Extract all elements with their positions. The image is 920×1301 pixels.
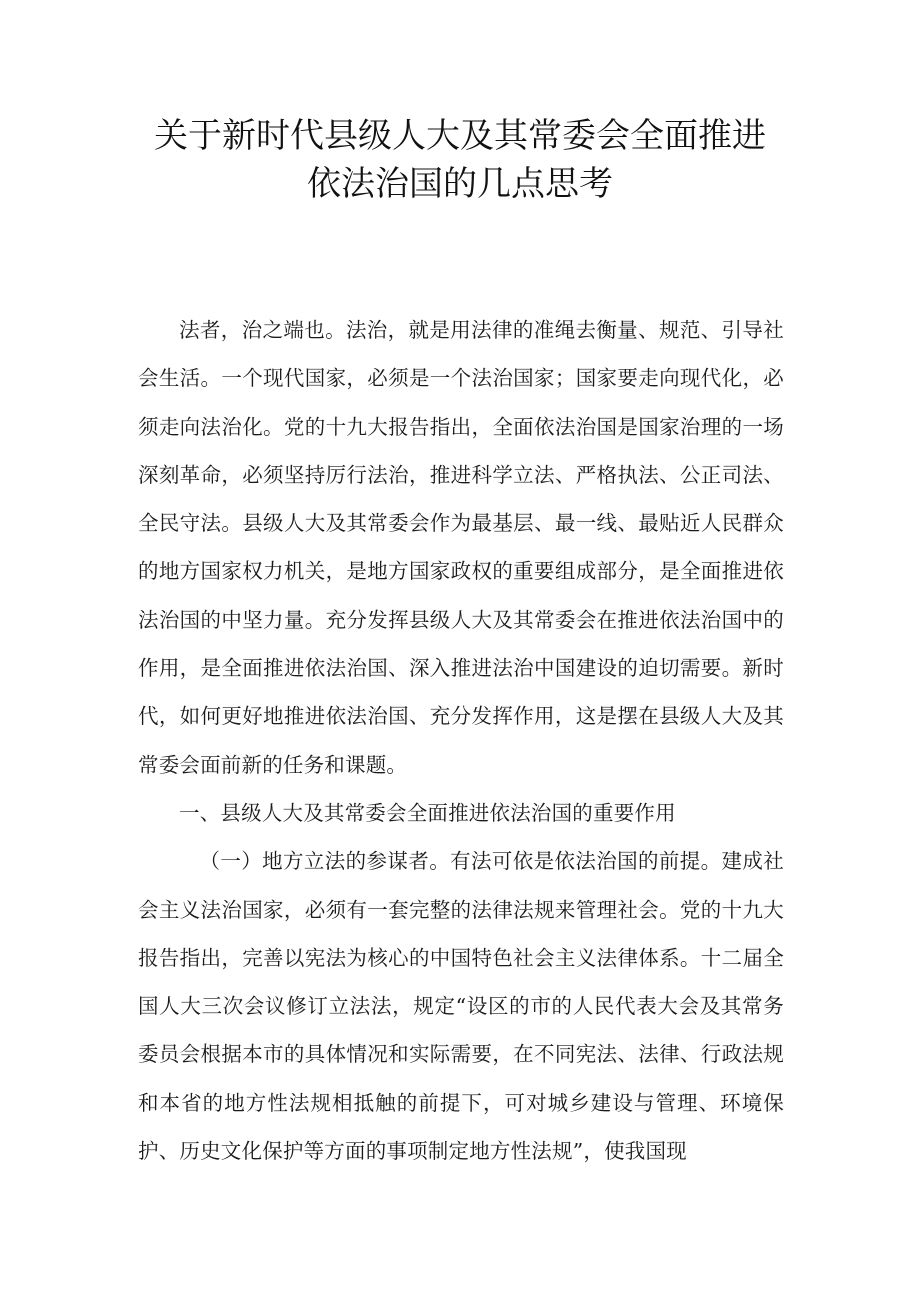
title-line-1: 关于新时代县级人大及其常委会全面推进	[154, 116, 766, 156]
subsection-paragraph: （一）地方立法的参谋者。有法可依是依法治国的前提。建成社会主义法治国家，必须有一套完整的法律法规来管理社会。党的十九大报告指出，完善以宪法为核心的中国特色社会主义法律体系。十二届全国人大三次会议修订立法法，规定“设区的市的人民代表大会及其常务委员会根据本市的具体情况和实际需要，在不同宪法、法律、行政法规和本省的地方性法规相抵触的前提下，可对城乡建设与管理、环境保护、历史文化保护等方面的事项制定地方性法规”，使我国现	[138, 849, 784, 1164]
title-line-2: 依法治国的几点思考	[307, 164, 613, 204]
document-body	[138, 306, 784, 1175]
document-title	[120, 112, 800, 208]
section-heading: 一、县级人大及其常委会全面推进依法治国的重要作用	[179, 800, 676, 825]
intro-paragraph: 法者，治之端也。法治，就是用法律的准绳去衡量、规范、引导社会生活。一个现代国家，必须是一个法治国家；国家要走向现代化，必须走向法治化。党的十九大报告指出，全面依法治国是国家治理的一场深刻革命，必须坚持厉行法治，推进科学立法、严格执法、公正司法、全民守法。县级人大及其常委会作为最基层、最一线、最贴近人民群众的地方国家权力机关，是地方国家政权的重要组成部分，是全面推进依法治国的中坚力量。充分发挥县级人大及其常委会在推进依法治国中的作用，是全面推进依法治国、深入推进法治中国建设的迫切需要。新时代，如何更好地推进依法治国、充分发挥作用，这是摆在县级人大及其常委会面前新的任务和课题。	[138, 318, 784, 777]
